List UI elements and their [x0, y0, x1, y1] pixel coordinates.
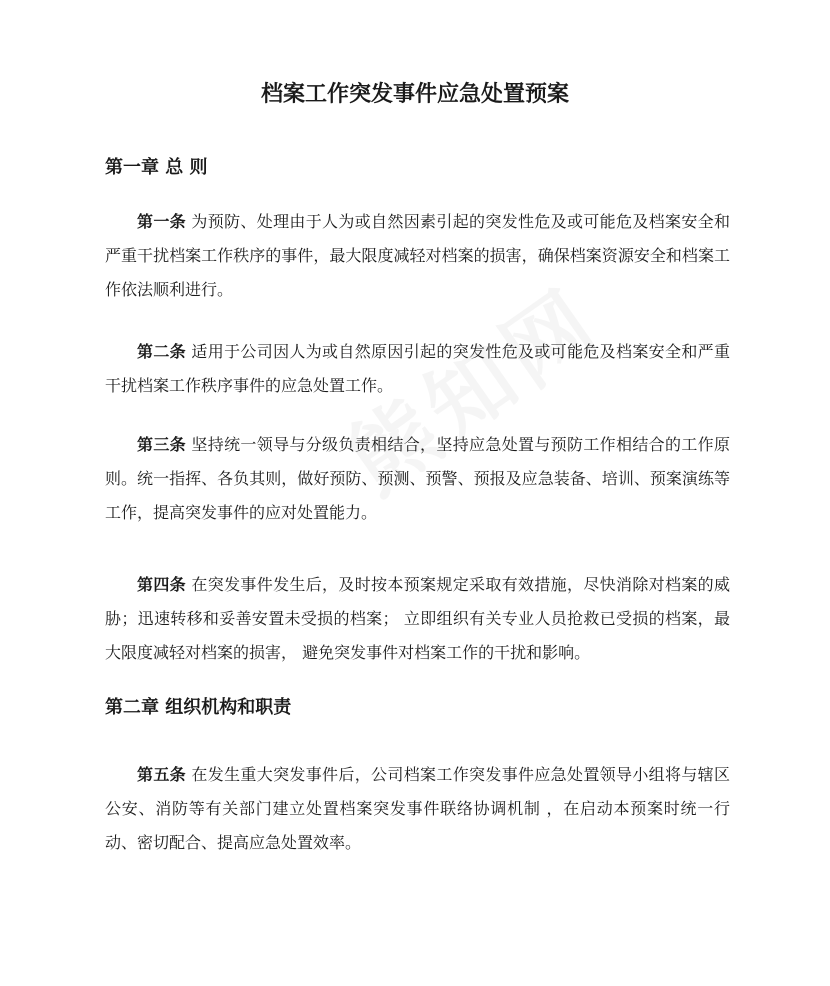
article-paragraph [105, 428, 730, 530]
chapter-heading: 第二章 组织机构和职责 [105, 697, 292, 718]
article-text: 坚持统一领导与分级负责相结合，坚持应急处置与预防工作相结合的工作原则。统一指挥、各负其则，做好预防、预测、预警、预报及应急装备、培训、预案演练等工作，提高突发事件的应对处置能力。 [105, 435, 730, 522]
article-paragraph [105, 205, 730, 307]
article-label: 第一条 [137, 212, 186, 231]
article-paragraph [105, 568, 730, 670]
article-paragraph [105, 758, 730, 860]
article-label: 第三条 [137, 435, 186, 454]
document-title: 档案工作突发事件应急处置预案 [260, 82, 569, 107]
article-paragraph [105, 335, 730, 403]
article-text: 在发生重大突发事件后，公司档案工作突发事件应急处置领导小组将与辖区公安、消防等有关部门建立处置档案突发事件联络协调机制 ，在启动本预案时统一行动、密切配合、提高应急处置效率。 [105, 765, 730, 852]
article-label: 第四条 [137, 575, 186, 594]
article-label: 第五条 [137, 765, 186, 784]
article-text: 在突发事件发生后，及时按本预案规定采取有效措施，尽快消除对档案的威胁；迅速转移和妥善安置未受损的档案； 立即组织有关专业人员抢救已受损的档案，最大限度减轻对档案的损害， 避免突发事件对档案工作的干扰和影响。 [105, 575, 730, 662]
chapter-heading: 第一章 总 则 [105, 157, 208, 178]
article-text: 适用于公司因人为或自然原因引起的突发性危及或可能危及档案安全和严重干扰档案工作秩序事件的应急处置工作。 [105, 342, 730, 395]
article-text: 为预防、处理由于人为或自然因素引起的突发性危及或可能危及档案安全和严重干扰档案工作秩序的事件，最大限度减轻对档案的损害，确保档案资源安全和档案工作依法顺利进行。 [105, 212, 730, 299]
article-label: 第二条 [137, 342, 186, 361]
